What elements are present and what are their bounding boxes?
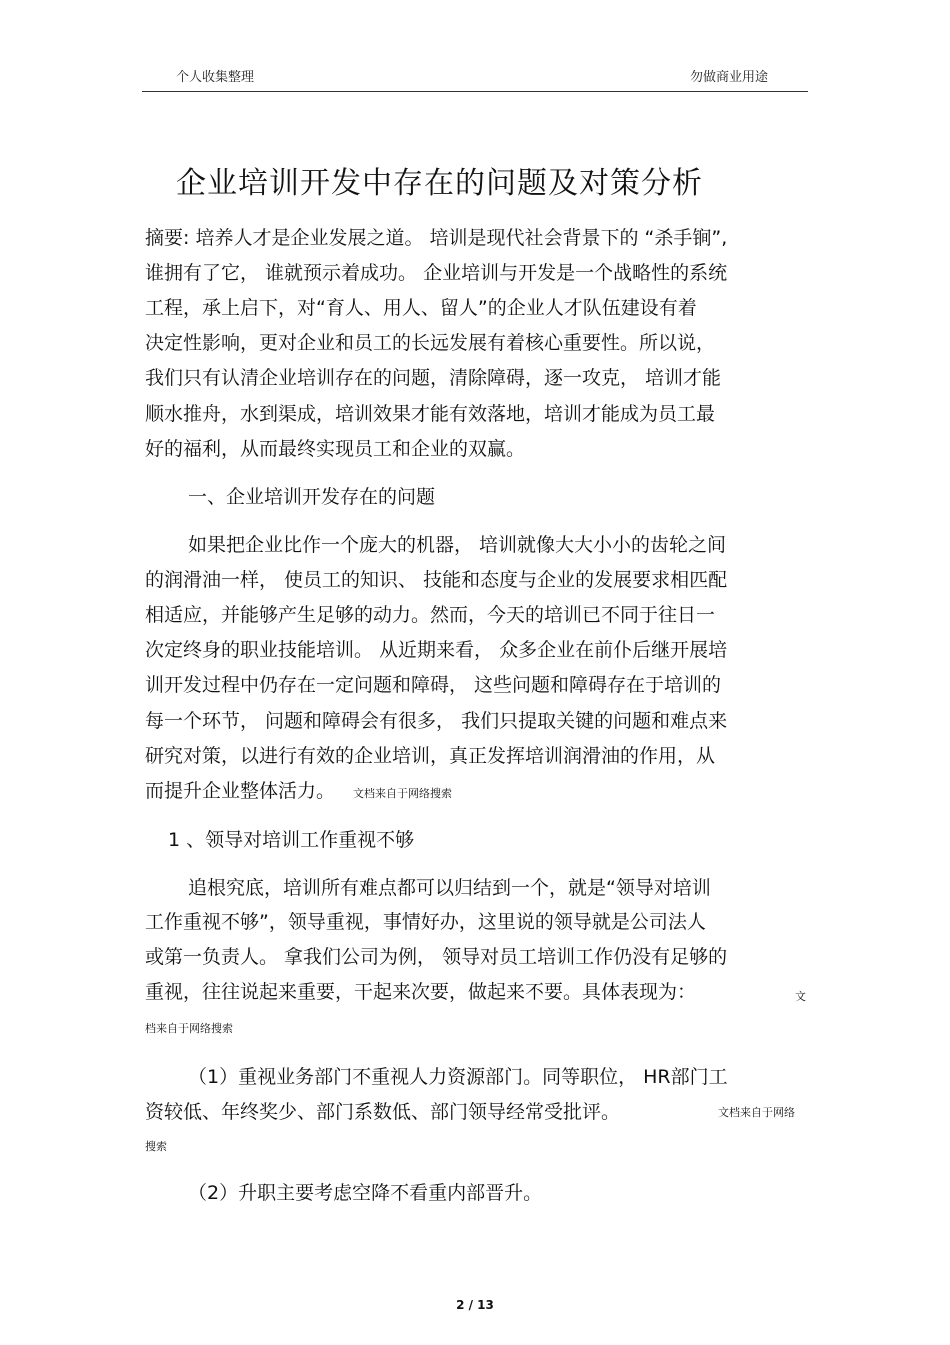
paragraph-line: 重视，往往说起来重要，干起来次要，做起来不要。具体表现为：	[145, 981, 697, 1003]
abstract-line: 摘要: 培养人才是企业发展之道。 培训是现代社会背景下的 “杀手锏”,	[145, 227, 728, 249]
source-note: 文	[795, 990, 806, 1003]
source-note: 文档来自于网络搜索	[353, 787, 453, 800]
list-item-line: （1）重视业务部门不重视人力资源部门。同等职位， HR部门工	[188, 1066, 728, 1088]
list-item-line: （2）升职主要考虑空降不看重内部晋升。	[188, 1182, 543, 1204]
list-item-line: 资较低、年终奖少、部门系数低、部门领导经常受批评。	[145, 1101, 621, 1123]
paragraph-line: 训开发过程中仍存在一定问题和障碍， 这些问题和障碍存在于培训的	[145, 674, 722, 696]
paragraph-line	[145, 779, 452, 806]
paragraph-line: 相适应，并能够产生足够的动力。然而，今天的培训已不同于往日一	[145, 604, 716, 626]
header-rule	[142, 91, 808, 92]
source-note: 文档来自于网络	[718, 1106, 795, 1119]
subsection-heading: 1 、领导对培训工作重视不够	[168, 829, 415, 851]
abstract-line: 顺水推舟，水到渠成，培训效果才能有效落地，培训才能成为员工最	[145, 403, 716, 425]
header-left: 个人收集整理	[176, 70, 255, 85]
paragraph-line: 如果把企业比作一个庞大的机器， 培训就像大大小小的齿轮之间	[188, 534, 727, 556]
paragraph-text: 而提升企业整体活力。	[145, 780, 336, 802]
header-right: 勿做商业用途	[690, 70, 769, 85]
paragraph-line: 工作重视不够”，领导重视，事情好办，这里说的领导就是公司法人	[145, 911, 706, 933]
abstract-line: 谁拥有了它， 谁就预示着成功。 企业培训与开发是一个战略性的系统	[145, 262, 728, 284]
source-note: 档来自于网络搜索	[145, 1022, 233, 1035]
page-number: 2 / 13	[456, 1298, 494, 1312]
section-heading: 一、企业培训开发存在的问题	[188, 486, 436, 508]
paragraph-line: 的润滑油一样， 使员工的知识、 技能和态度与企业的发展要求相匹配	[145, 569, 728, 591]
abstract-line: 工程，承上启下，对“育人、用人、留人”的企业人才队伍建设有着	[145, 297, 697, 319]
document-title: 企业培训开发中存在的问题及对策分析	[176, 166, 703, 201]
abstract-line: 好的福利，从而最终实现员工和企业的双赢。	[145, 438, 526, 460]
abstract-line: 我们只有认清企业培训存在的问题，清除障碍，逐一攻克， 培训才能	[145, 367, 722, 389]
paragraph-line: 研究对策，以进行有效的企业培训，真正发挥培训润滑油的作用，从	[145, 745, 716, 767]
paragraph-line: 次定终身的职业技能培训。 从近期来看， 众多企业在前仆后继开展培	[145, 639, 728, 661]
source-note: 搜索	[145, 1140, 167, 1153]
paragraph-line: 或第一负责人。 拿我们公司为例， 领导对员工培训工作仍没有足够的	[145, 946, 728, 968]
abstract-line: 决定性影响，更对企业和员工的长远发展有着核心重要性。所以说，	[145, 332, 716, 354]
paragraph-line: 每一个环节， 问题和障碍会有很多， 我们只提取关键的问题和难点来	[145, 710, 728, 732]
paragraph-line: 追根究底，培训所有难点都可以归结到一个，就是“领导对培训	[188, 877, 711, 899]
